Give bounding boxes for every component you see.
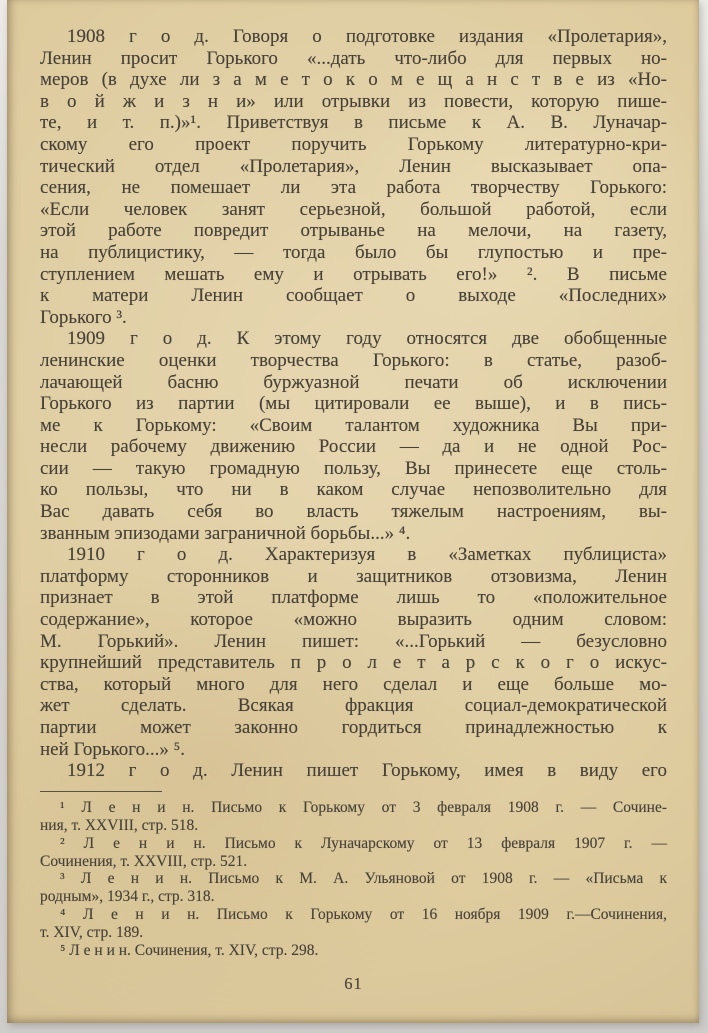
text-line: М. Горький». Ленин пишет: «...Горький — безусловно — [40, 630, 667, 652]
text-line: родным», 1934 г., стр. 318. — [40, 888, 215, 906]
text-line: сии — такую громадную пользу, Вы принесете еще столь- — [40, 457, 667, 479]
text-line: т. XIV, стр. 189. — [40, 924, 144, 942]
footnote-1 — [40, 799, 667, 835]
paragraph-1908 — [40, 26, 667, 328]
text-line: ме к Горькому: «Своим талантом художника Вы при- — [40, 414, 667, 436]
footnote-4 — [40, 906, 667, 942]
text-line: меров (в духе ли з а м е т о к о м е щ а н с т в е из «Но- — [40, 69, 667, 91]
paragraph-1910 — [40, 544, 667, 760]
text-line: Горького ³. — [40, 306, 127, 328]
text-line: содержание», которое «можно выразить одним словом: — [40, 609, 667, 631]
text-line: лачающей басню буржуазной печати об исключении — [40, 371, 667, 393]
text-line: скому его проект поручить Горькому литературно-кри- — [40, 133, 667, 155]
footnote-separator — [40, 791, 162, 792]
text-line: ⁴ Л е н и н. Письмо к Горькому от 16 ноября 1909 г.—Сочинения, — [60, 906, 667, 924]
text-line: ней Горького...» ⁵. — [40, 738, 185, 760]
text-line: Сочинения, т. XXVIII, стр. 521. — [40, 852, 248, 870]
text-line: ⁵ Л е н и н. Сочинения, т. XIV, стр. 298. — [60, 942, 319, 960]
text-line: те, и т. п.)»¹. Приветствуя в письме к А. В. Луначар- — [40, 112, 667, 134]
text-line: ³ Л е н и н. Письмо к М. А. Ульяновой от 1908 г. — «Письма к — [60, 870, 667, 888]
paragraph-1912 — [40, 760, 667, 782]
text-line: в о й ж и з н и» или отрывки из повести, которую пише- — [40, 90, 667, 112]
text-line: званным эпизодами заграничной борьбы...» ⁴. — [40, 522, 411, 544]
text-line: на публицистику, — тогда было бы глупостью и пре- — [40, 241, 667, 263]
text-line: крупнейший представитель п р о л е т а р с к о г о искус- — [40, 652, 667, 674]
text-line: ко пользы, что ни в каком случае непозволительно для — [40, 479, 667, 501]
footnotes-container — [40, 799, 667, 960]
text-line: Вас давать себя во власть тяжелым настроениям, вы- — [40, 501, 667, 523]
text-line: ² Л е н и н. Письмо к Луначарскому от 13 февраля 1907 г. — — [60, 834, 667, 852]
text-line: партии может законно гордиться принадлежностью к — [40, 717, 667, 738]
paragraphs-container — [40, 26, 667, 782]
book-page — [7, 0, 699, 1023]
text-line: «Если человек занят серьезной, большой работой, если — [40, 198, 667, 220]
text-line: ступлением мешать ему и отрывать его!» ². В письме — [40, 263, 667, 285]
text-line: 1908 г о д. Говоря о подготовке издания «Пролетария», — [67, 26, 667, 47]
text-line: ния, т. XXVIII, стр. 518. — [40, 816, 199, 834]
page-body — [40, 26, 667, 994]
footnote-2 — [40, 835, 667, 871]
footnote-5 — [40, 942, 667, 960]
text-line: 1910 г о д. Характеризуя в «Заметках публициста» — [67, 544, 667, 566]
text-line: тический отдел «Пролетария», Ленин высказывает опа- — [40, 155, 667, 177]
text-line: Ленин просит Горького «...дать что-либо для первых но- — [40, 47, 667, 69]
text-line: жет сделать. Всякая фракция социал-демократической — [40, 695, 667, 717]
text-line: сения, не помешает ли эта работа творчеству Горького: — [40, 177, 667, 199]
text-line: ленинские оценки творчества Горького: в статье, разоб- — [40, 349, 667, 371]
text-line: 1912 г о д. Ленин пишет Горькому, имея в виду его — [67, 760, 667, 782]
text-line: к матери Ленин сообщает о выходе «Последних» — [40, 285, 667, 307]
text-line: платформу сторонников и защитников отзовизма, Ленин — [40, 565, 667, 587]
text-line: этой работе повредит отрыванье на мелочи, на газету, — [40, 220, 667, 242]
text-line: несли рабочему движению России — да и не одной Рос- — [40, 436, 667, 458]
paragraph-1909 — [40, 328, 667, 544]
text-line: ства, который много для него сделал и еще больше мо- — [40, 673, 667, 695]
text-line: признает в этой платформе лишь то «положительное — [40, 587, 667, 609]
text-line: ¹ Л е н и н. Письмо к Горькому от 3 февраля 1908 г. — Сочине- — [60, 798, 667, 816]
text-line: 1909 г о д. К этому году относятся две обобщенные — [67, 328, 667, 350]
footnote-3 — [40, 870, 667, 906]
page-number: 61 — [344, 973, 363, 993]
text-line: Горького из партии (мы цитировали ее выше), и в пись- — [40, 393, 667, 415]
